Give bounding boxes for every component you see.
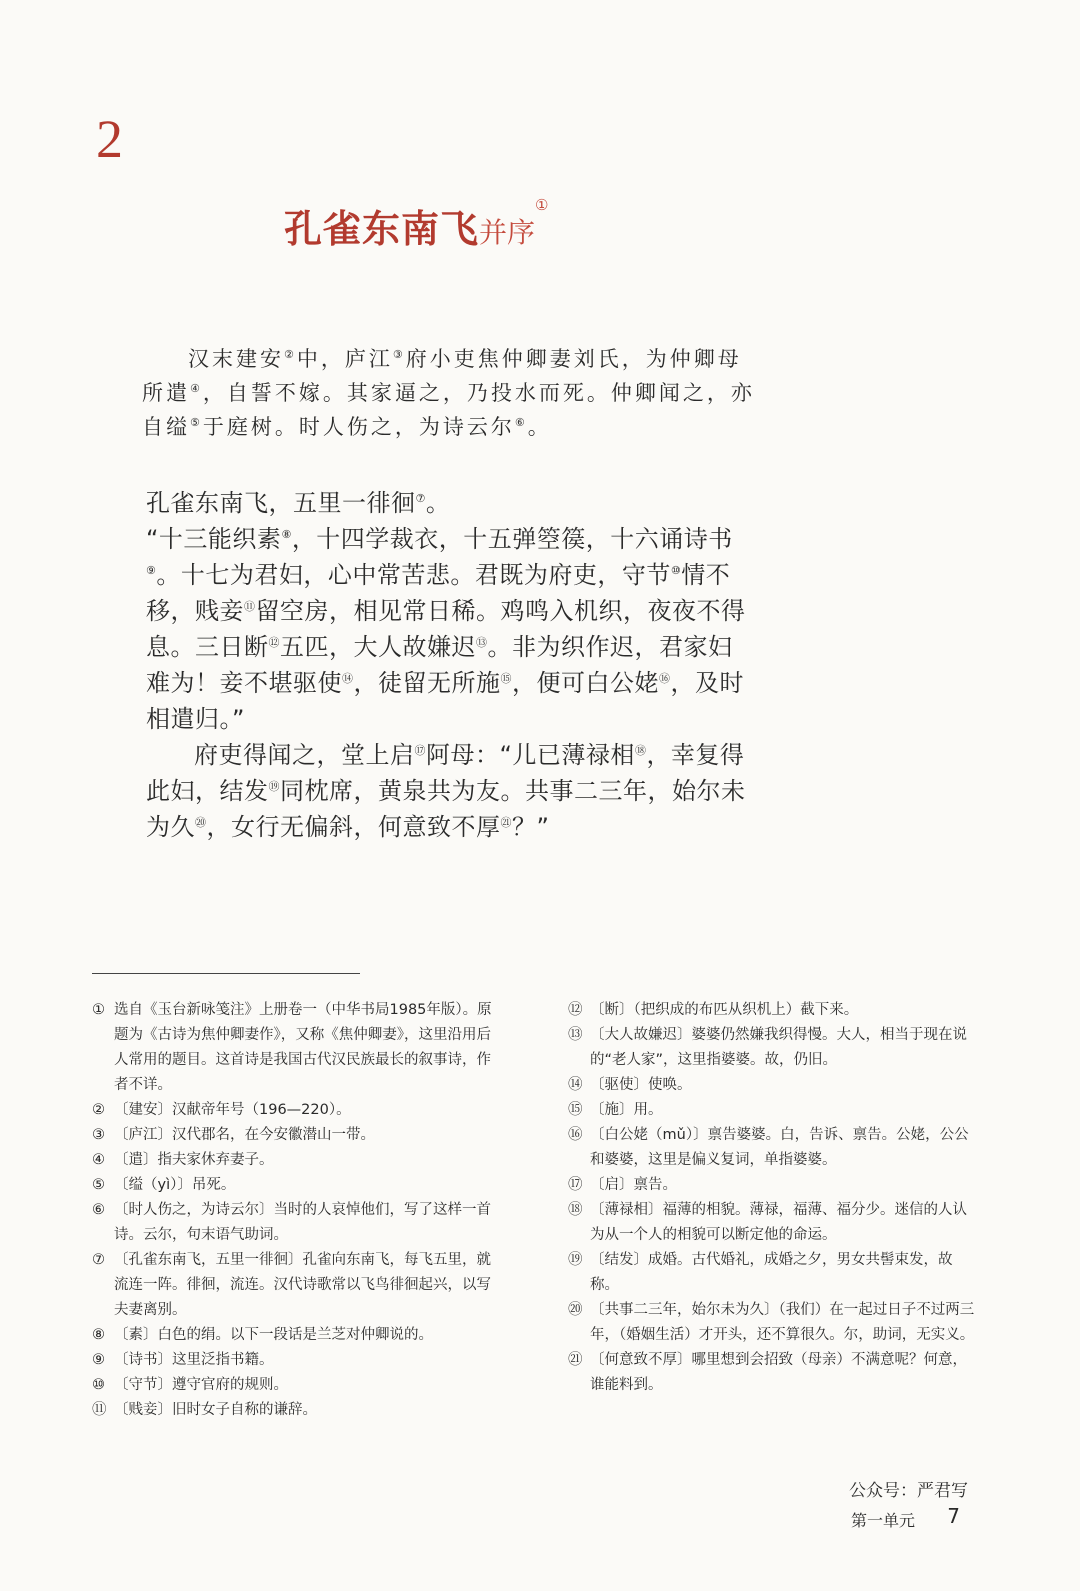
footnote-number: ⑨ <box>92 1352 105 1368</box>
footnote-item <box>92 1373 497 1398</box>
footnote-number: ⑩ <box>92 1377 105 1393</box>
footnote-marker: ⑭ <box>342 672 354 685</box>
footnote-item <box>92 1398 497 1423</box>
text-run: ，便可白公姥 <box>512 669 659 697</box>
poem-line-1 <box>146 485 754 521</box>
footnote-item <box>92 1173 497 1198</box>
footnote-item <box>568 1198 976 1248</box>
footnote-marker: ⑱ <box>634 744 647 757</box>
footnote-item <box>92 1098 497 1123</box>
footnote-text: 〔薄禄相〕福薄的相貌。薄禄，福薄、福分少。迷信的人认为从一个人的相貌可以断定他的命运。 <box>590 1202 967 1243</box>
footnote-item <box>568 1298 976 1348</box>
footnote-number: ⑪ <box>92 1402 107 1418</box>
footnote-text: 〔启〕禀告。 <box>590 1177 677 1193</box>
footer-unit: 第一单元 <box>850 1511 915 1530</box>
text-run: ？” <box>512 813 550 841</box>
page-title <box>284 198 548 253</box>
text-run: 留空房，相见常日稀。鸡鸣入机织，夜夜不得息。三日断 <box>146 597 746 661</box>
footnote-number: ⑲ <box>568 1252 583 1268</box>
footnote-text: 〔大人故嫌迟〕婆婆仍然嫌我织得慢。大人，相当于现在说的“老人家”，这里指婆婆。故，仍旧。 <box>590 1027 967 1068</box>
footnote-marker: ⑧ <box>281 528 292 541</box>
text-run: 中，庐江 <box>296 347 393 371</box>
footnote-text: 〔白公姥（mǔ）〕禀告婆婆。白，告诉、禀告。公姥，公公和婆婆，这里是偏义复词，单指婆婆。 <box>590 1127 969 1168</box>
footnote-marker: ② <box>284 348 297 361</box>
footnote-number: ② <box>92 1102 105 1118</box>
footnote-item <box>92 1198 497 1248</box>
footnote-text: 〔庐江〕汉代郡名，在今安徽潜山一带。 <box>114 1127 375 1143</box>
footnote-marker: ⑦ <box>415 492 426 505</box>
footnote-item <box>568 1123 976 1173</box>
footnote-item <box>568 1023 976 1073</box>
footnote-text: 〔断〕（把织成的布匹从织机上）截下来。 <box>590 1002 859 1018</box>
footnote-text: 〔缢（yì）〕吊死。 <box>114 1177 236 1193</box>
footnote-number: ④ <box>92 1152 105 1168</box>
footnote-text: 〔贱妾〕旧时女子自称的谦辞。 <box>114 1402 317 1418</box>
footnote-marker: ⑮ <box>500 672 512 685</box>
footnote-item <box>92 1348 497 1373</box>
footnote-marker: ⑪ <box>244 600 256 613</box>
footnote-item <box>568 1098 976 1123</box>
footnote-text: 〔守节〕遵守官府的规则。 <box>114 1377 288 1393</box>
text-run: ，徒留无所施 <box>353 669 501 697</box>
footnote-text: 〔驱使〕使唤。 <box>590 1077 692 1093</box>
footnote-number: ③ <box>92 1127 105 1143</box>
preface-paragraph <box>142 342 756 444</box>
footnote-marker: ⑥ <box>514 416 528 429</box>
footnotes-right-column <box>568 998 976 1398</box>
footnote-item <box>568 1248 976 1298</box>
footnote-item <box>92 1323 497 1348</box>
footnote-marker: ⑤ <box>190 416 203 429</box>
text-run: 于庭树。时人伤之，为诗云尔 <box>202 415 515 439</box>
footnote-number: ⑱ <box>568 1202 583 1218</box>
poem-paragraph-2 <box>146 737 754 845</box>
footnote-number: ⑤ <box>92 1177 105 1193</box>
footnote-item <box>92 1123 497 1148</box>
footnote-number: ⑫ <box>568 1002 583 1018</box>
footnote-text: 〔共事二三年，始尔未为久〕（我们）在一起过日子不过两三年，（婚姻生活）才开头，还不算很久。尔，助词，无实义。 <box>590 1302 975 1343</box>
footnote-text: 〔孔雀东南飞，五里一徘徊〕孔雀向东南飞，每飞五里，就流连一阵。徘徊，流连。汉代诗歌常以飞鸟徘徊起兴，以写夫妻离别。 <box>114 1252 491 1318</box>
text-run: 情不移，贱妾 <box>146 561 731 625</box>
footnote-number: ⑭ <box>568 1077 583 1093</box>
footnote-number: ⑦ <box>92 1252 105 1268</box>
footnote-text: 〔何意致不厚〕哪里想到会招致（母亲）不满意呢？何意，谁能料到。 <box>590 1352 967 1393</box>
poem-paragraph-1 <box>146 521 754 737</box>
footnote-number: ⑥ <box>92 1202 105 1218</box>
footnote-marker: ⑬ <box>476 636 488 649</box>
footnote-text: 〔结发〕成婚。古代婚礼，成婚之夕，男女共髻束发，故称。 <box>590 1252 953 1293</box>
text-run: ，及时相遣归。” <box>146 669 744 733</box>
footnote-item <box>568 998 976 1023</box>
footnote-number: ⑬ <box>568 1027 583 1043</box>
footnote-text: 〔遣〕指夫家休弃妻子。 <box>114 1152 274 1168</box>
footnote-marker: ③ <box>392 348 406 361</box>
text-run: ，自誓不嫁。其家逼之，乃投水而死。仲卿闻之，亦自缢 <box>142 381 755 439</box>
text-run: ，十四学裁衣，十五弹箜篌，十六诵诗书 <box>291 525 733 553</box>
text-run: “十三能织素 <box>146 525 282 553</box>
title-main: 孔雀东南飞 <box>284 206 480 251</box>
footnote-item <box>92 1248 497 1323</box>
text-run: ，幸复得此妇，结发 <box>146 741 745 805</box>
text-run: 。 <box>527 415 552 439</box>
footnote-text: 〔时人伤之，为诗云尔〕当时的人哀悼他们，写了这样一首诗。云尔，句末语气助词。 <box>114 1202 491 1243</box>
text-run: 同枕席，黄泉共为友。共事二三年，始尔未为久 <box>146 777 746 841</box>
footnote-marker: ⑩ <box>670 564 682 577</box>
footer-account: 公众号：严君写 <box>849 1481 968 1501</box>
footnote-number: ⑯ <box>568 1127 583 1143</box>
title-footnote-marker: ① <box>535 196 549 214</box>
text-run: 孔雀东南飞，五里一徘徊 <box>146 489 416 517</box>
footnote-marker: ⑯ <box>659 672 671 685</box>
footnote-number: ⑳ <box>568 1302 583 1318</box>
text-run: 府小吏焦仲卿妻刘氏，为仲卿母所遣 <box>142 347 742 405</box>
text-run: 府吏得闻之，堂上启 <box>194 741 415 769</box>
footnote-number: ① <box>92 1002 105 1018</box>
footnote-marker: ⑲ <box>268 780 280 793</box>
footnote-number: ㉑ <box>568 1352 583 1368</box>
text-run: ，女行无偏斜，何意致不厚 <box>206 813 501 841</box>
footnote-item <box>568 1173 976 1198</box>
title-sub: 并序 <box>479 216 536 249</box>
footnote-item <box>92 998 497 1098</box>
footnote-marker: ⑫ <box>268 636 280 649</box>
footnote-number: ⑮ <box>568 1102 583 1118</box>
footnote-text: 选自《玉台新咏笺注》上册卷一（中华书局1985年版）。原题为《古诗为焦仲卿妻作》，又称《焦仲卿妻》，这里沿用后人常用的题目。这首诗是我国古代汉民族最长的叙事诗，作者不详。 <box>114 1002 492 1093</box>
footnote-item <box>568 1348 976 1398</box>
footnote-text: 〔诗书〕这里泛指书籍。 <box>114 1352 274 1368</box>
text-run: 阿母：“儿已薄禄相 <box>426 741 635 769</box>
footnote-marker: ⑳ <box>195 816 207 829</box>
footnote-text: 〔施〕用。 <box>590 1102 663 1118</box>
footnote-number: ⑧ <box>92 1327 105 1343</box>
text-run: 。十七为君妇，心中常苦悲。君既为府吏，守节 <box>156 561 671 589</box>
footnote-number: ⑰ <box>568 1177 583 1193</box>
footnote-marker: ⑰ <box>414 744 426 757</box>
footnote-marker: ㉑ <box>500 816 512 829</box>
footnote-text: 〔素〕白色的绢。以下一段话是兰芝对仲卿说的。 <box>114 1327 433 1343</box>
page-number: 7 <box>947 1504 960 1528</box>
text-run: 五匹，大人故嫌迟 <box>280 633 476 661</box>
footnote-item <box>92 1148 497 1173</box>
text-run: 。 <box>425 489 451 517</box>
footnote-divider <box>92 973 360 974</box>
footnote-marker: ④ <box>190 382 203 395</box>
lesson-number: 2 <box>96 109 123 169</box>
footnote-text: 〔建安〕汉献帝年号（196—220）。 <box>114 1102 351 1118</box>
poem-body <box>146 485 754 845</box>
footnote-marker: ⑨ <box>146 564 157 577</box>
text-run: 。非为织作迟，君家妇难为！妾不堪驱使 <box>146 633 733 697</box>
footnote-item <box>568 1073 976 1098</box>
text-run: 汉末建安 <box>188 347 284 371</box>
footnotes-left-column <box>92 998 497 1423</box>
